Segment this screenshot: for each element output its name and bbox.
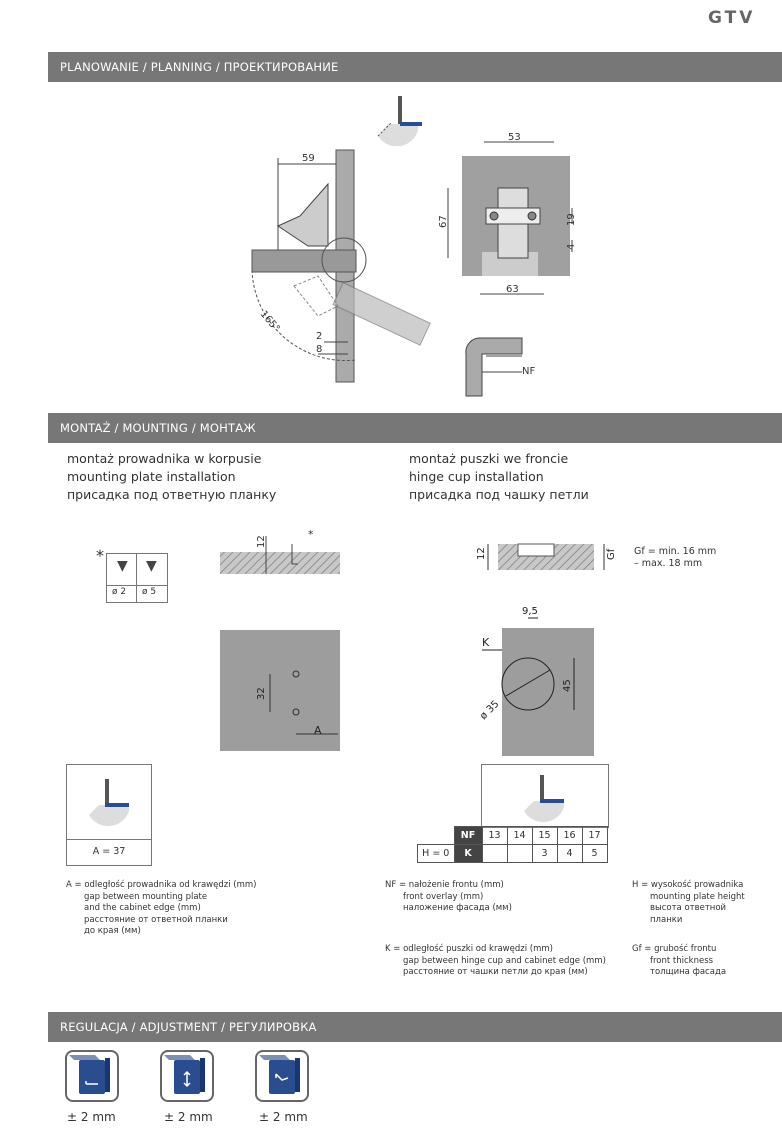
- dim-67: 67: [438, 215, 449, 228]
- euro-screw-icon: ▼: [146, 558, 157, 574]
- dim-9-5: 9,5: [522, 606, 538, 617]
- label-k: K: [482, 636, 490, 649]
- screw-d2: ø 5: [142, 587, 157, 597]
- label-a: A: [314, 724, 322, 737]
- legend-a: A = odległość prowadnika od krawędzi (mm) gap between mounting plate and the cabinet edge (mm) расстояние от ответной планки до края (мм): [66, 880, 257, 936]
- legend-k: K = odległość puszki od krawędzi (mm) gap between hinge cup and cabinet edge (mm) расстояние от чашки петли до края (мм): [385, 944, 606, 977]
- a-value: A = 37: [92, 846, 126, 857]
- asterisk-note: *: [96, 546, 104, 565]
- cup-front-dimensions: [470, 600, 600, 760]
- adjust-side-icon: [255, 1050, 309, 1102]
- nf-label: NF: [522, 366, 536, 377]
- table-row: NF 13 14 15 16 17: [418, 827, 608, 845]
- mounting-plate-front-diagram: [436, 128, 584, 298]
- angle-165: 165°: [257, 308, 282, 335]
- dim-19: 19: [566, 213, 577, 226]
- dim-12-plate: 12: [256, 535, 267, 548]
- cup-installation-title: montaż puszki we froncie hinge cup installation присадка под чашку петли: [409, 451, 589, 502]
- section-header-planning: PLANOWANIE / PLANNING / ПРОЕКТИРОВАНИЕ: [48, 52, 782, 82]
- screw-d1: ø 2: [112, 587, 127, 597]
- screw-diameter-box: [106, 553, 168, 603]
- adjust-height-label: ± 2 mm: [164, 1110, 213, 1124]
- section-header-adjustment: REGULACJA / ADJUSTMENT / РЕГУЛИРОВКА: [48, 1012, 782, 1042]
- brand-logo: GTV: [708, 8, 756, 28]
- adjust-depth-icon: [65, 1050, 119, 1102]
- adjust-height-icon: [160, 1050, 214, 1102]
- a-value-box: [66, 764, 152, 866]
- section-header-mounting: MONTAŻ / MOUNTING / МОНТАЖ: [48, 413, 782, 443]
- nf-k-table: [417, 826, 608, 863]
- dim-12-cup: 12: [476, 547, 487, 560]
- hinge-closed-icon: [85, 775, 135, 829]
- plate-section-diagram: [218, 524, 342, 578]
- dim-45: 45: [562, 679, 573, 692]
- hinge-closed-icon-nf: [520, 771, 570, 825]
- dim-53: 53: [508, 132, 521, 143]
- dim-35: ø 35: [478, 698, 502, 723]
- dim-59: 59: [302, 153, 315, 164]
- hinge-open-icon: [374, 94, 424, 146]
- cup-section-diagram: [470, 530, 620, 580]
- dim-2: 2: [316, 331, 323, 342]
- dim-32: 32: [256, 687, 267, 700]
- nf-table-hinge-box: [481, 764, 609, 828]
- adjust-side-label: ± 2 mm: [259, 1110, 308, 1124]
- gf-label: Gf: [606, 548, 617, 560]
- nf-overlay-diagram: [462, 334, 544, 400]
- legend-h: H = wysokość prowadnika mounting plate height высота ответной планки: [632, 880, 745, 925]
- gf-range-text: Gf = min. 16 mm – max. 18 mm: [634, 546, 717, 569]
- star-note: *: [308, 528, 314, 541]
- dim-63: 63: [506, 284, 519, 295]
- legend-gf: Gf = grubość frontu front thickness толщина фасада: [632, 944, 727, 977]
- dim-4: 4: [566, 243, 577, 250]
- adjust-depth-label: ± 2 mm: [67, 1110, 116, 1124]
- dim-8: 8: [316, 344, 323, 355]
- wood-screw-icon: ▼: [117, 558, 128, 574]
- legend-nf: NF = nałożenie frontu (mm) front overlay (mm) наложение фасада (мм): [385, 880, 512, 913]
- table-row: H = 0 K 3 4 5: [418, 845, 608, 863]
- side-view-diagram: [238, 146, 450, 386]
- plate-installation-title: montaż prowadnika w korpusie mounting plate installation присадка под ответную планку: [67, 451, 277, 502]
- plate-front-dimensions: [220, 630, 340, 751]
